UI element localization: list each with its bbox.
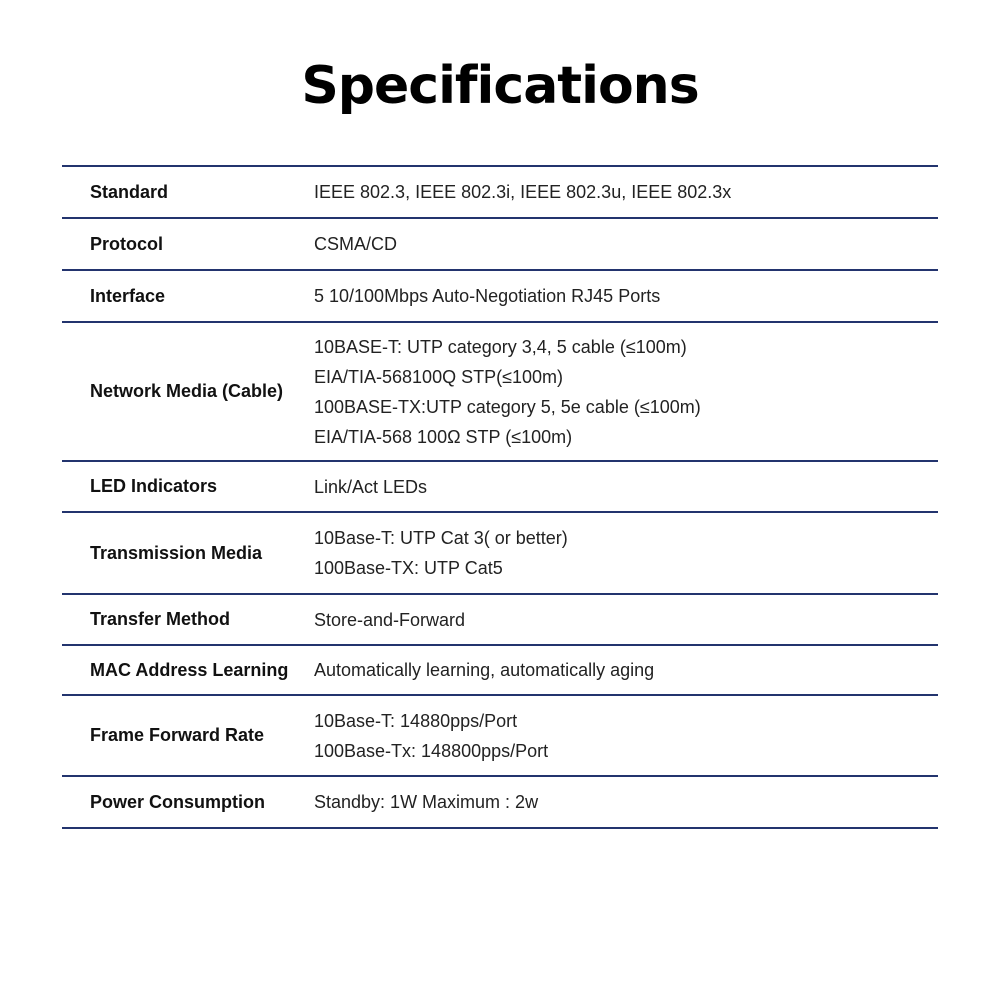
spec-row-network-media [62,323,938,462]
spec-value-line: 100Base-Tx: 148800pps/Port [314,740,549,761]
spec-value-line: Store-and-Forward [314,609,466,630]
spec-value-line: CSMA/CD [314,234,398,254]
page-title: Specifications [301,56,699,116]
spec-label: Standard [90,181,169,202]
spec-value [314,605,938,635]
spec-value-line: 100BASE-TX:UTP category 5, 5e cable (≤100m) [314,396,701,417]
spec-row-protocol [62,219,938,271]
spec-value-line: 10BASE-T: UTP category 3,4, 5 cable (≤100m) [314,336,687,357]
spec-label: Frame Forward Rate [90,725,265,745]
spec-label: Interface [90,285,166,306]
spec-row-mac-address-learning [62,646,938,696]
spec-label: Protocol [90,233,164,254]
spec-value-line: Standby: 1W Maximum : 2w [314,792,539,812]
spec-row-led-indicators [62,462,938,513]
spec-label: Network Media (Cable) [90,381,284,401]
spec-value [314,523,938,583]
spec-value-line: Link/Act LEDs [314,476,428,497]
spec-value-line: EIA/TIA-568 100Ω STP (≤100m) [314,426,573,447]
spec-value [314,281,938,311]
spec-value [314,177,938,207]
spec-value [314,787,938,817]
spec-row-transfer-method [62,595,938,646]
spec-label: Transfer Method [90,609,231,629]
spec-row-transmission-media [62,513,938,595]
spec-value-line: 100Base-TX: UTP Cat5 [314,558,503,578]
spec-row-interface [62,271,938,323]
spec-row-frame-forward-rate [62,696,938,777]
spec-row-standard [62,167,938,219]
spec-label: Power Consumption [90,791,265,812]
spec-value-line: Automatically learning, automatically aging [314,660,655,680]
spec-label: MAC Address Learning [90,659,289,680]
spec-value [314,655,938,685]
spec-value [314,706,938,766]
spec-value-line: 10Base-T: 14880pps/Port [314,710,518,731]
spec-value [314,229,938,259]
spec-value-line: IEEE 802.3, IEEE 802.3i, IEEE 802.3u, IEEE 802.3x [314,182,732,202]
spec-value-line: 5 10/100Mbps Auto-Negotiation RJ45 Ports [314,286,661,306]
spec-table [62,165,938,829]
spec-value-line: 10Base-T: UTP Cat 3( or better) [314,528,568,548]
spec-value [314,472,938,502]
spec-value [314,332,938,452]
spec-label: LED Indicators [90,476,218,496]
spec-value-line: EIA/TIA-568100Q STP(≤100m) [314,366,563,387]
spec-label: Transmission Media [90,542,263,563]
spec-row-power-consumption [62,777,938,829]
